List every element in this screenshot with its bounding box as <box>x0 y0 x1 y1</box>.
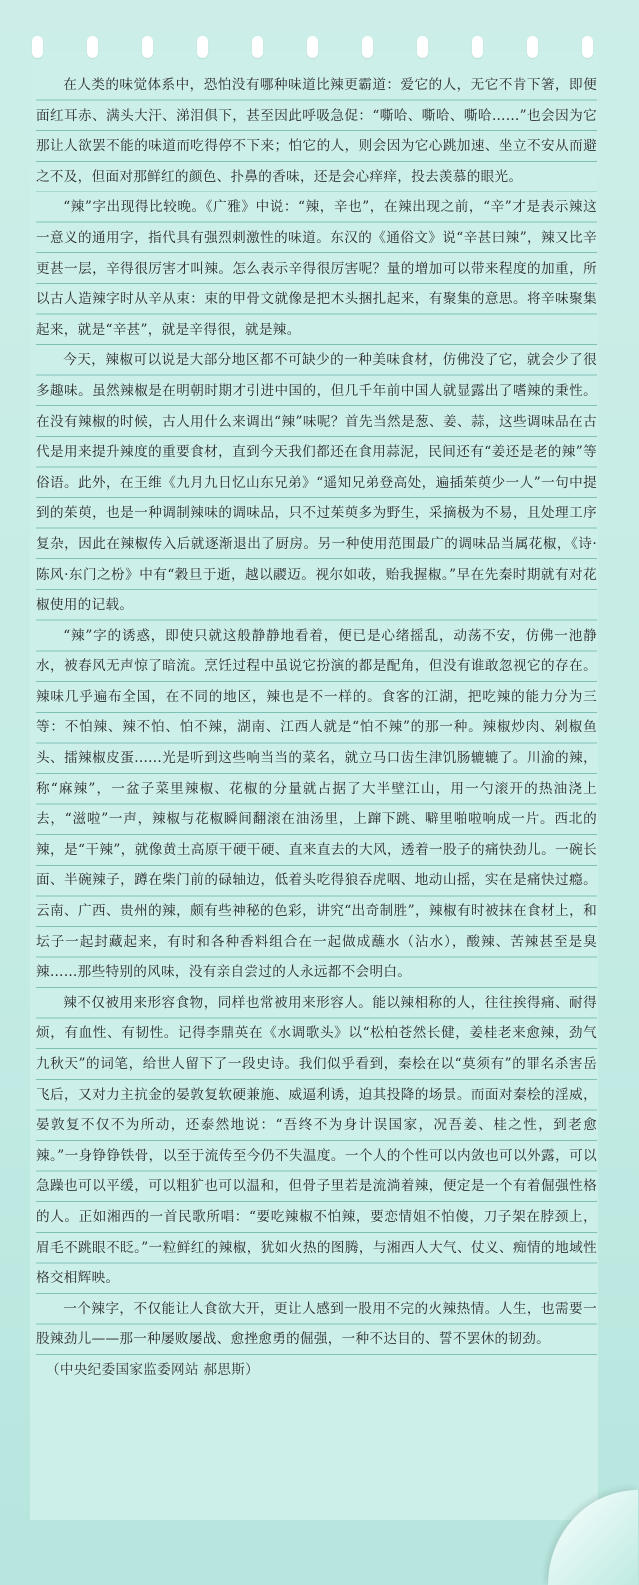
binder-hole <box>32 36 43 58</box>
binder-holes <box>30 36 610 60</box>
binder-hole <box>142 36 153 58</box>
paragraph-6: 一个辣字，不仅能让人食欲大开，更让人感到一股用不完的火辣热情。人生，也需要一股辣劲儿——那一种屡败屡战、愈挫愈勇的倔强，一种不达目的、誓不罢休的韧劲。 <box>36 1294 597 1355</box>
binder-hole <box>307 36 318 58</box>
paragraph-1: 在人类的味觉体系中，恐怕没有哪种味道比辣更霸道：爱它的人，无它不肯下箸，即便面红耳赤、满头大汗、涕泪俱下，甚至因此呼吸急促：“嘶哈、嘶哈、嘶哈……”也会因为它那让人欲罢不能的味道而吃得停不下来；怕它的人，则会因为它心跳加速、坐立不安从而避之不及，但面对那鲜红的颜色、扑鼻的香味，还是会心痒痒，投去羡慕的眼光。 <box>36 70 597 192</box>
binder-hole <box>197 36 208 58</box>
paragraph-4: “辣”字的诱惑，即使只就这般静静地看着，便已是心绪摇乱，动荡不安，仿佛一池静水，被春风无声惊了暗流。烹饪过程中虽说它扮演的都是配角，但没有谁敢忽视它的存在。辣味几乎遍布全国，在不同的地区，辣也是不一样的。食客的江湖，把吃辣的能力分为三等：不怕辣、辣不怕、怕不辣，湖南、江西人就是“怕不辣”的那一种。辣椒炒肉、剁椒鱼头、擂辣椒皮蛋......光是听到这些响当当的菜名，就立马口齿生津饥肠辘辘了。川渝的辣，称“麻辣”，一盆子菜里辣椒、花椒的分量就占据了大半壁江山，用一勺滚开的热油浇上去，“滋啦”一声，辣椒与花椒瞬间翻滚在油汤里，上蹿下跳、噼里啪啦响成一片。西北的辣，是“干辣”，就像黄土高原干硬干硬、直来直去的大风，透着一股子的痛快劲儿。一碗长面、半碗辣子，蹲在柴门前的碌轴边，低着头吃得狼吞虎咽、地动山摇，实在是痛快过瘾。云南、广西、贵州的辣，颇有些神秘的色彩，讲究“出奇制胜”，辣椒有时被抹在食材上，和坛子一起封藏起来，有时和各种香料组合在一起做成蘸水（沾水），酸辣、苦辣甚至是臭辣……那些特别的风味，没有亲自尝过的人永远都不会明白。 <box>36 621 597 988</box>
paragraph-5: 辣不仅被用来形容食物，同样也常被用来形容人。能以辣相称的人，往往挨得痛、耐得烦，有血性、有韧性。记得李鼎英在《水调歌头》以“松柏苍然长健，姜桂老来愈辣，劲气九秋天”的词笔，给世人留下了一段史诗。我们似乎看到，秦桧在以“莫须有”的罪名杀害岳飞后，又对力主抗金的晏敦复软硬兼施、威逼利诱，迫其投降的场景。而面对秦桧的淫威，晏敦复不仅不为所动，还泰然地说：“吾终不为身计误国家，况吾姜、桂之性，到老愈辣。”一身铮铮铁骨，以至于流传至今仍不失温度。一个人的个性可以内敛也可以外露，可以急躁也可以平缓，可以粗犷也可以温和，但骨子里若是流淌着辣，便定是一个有着倔强性格的人。正如湘西的一首民歌所唱：“要吃辣椒不怕辣，要恋情姐不怕傻，刀子架在脖颈上，眉毛不跳眼不眨。”一粒鲜红的辣椒，犹如火热的图腾，与湘西人大气、仗义、痴情的地域性格交相辉映。 <box>36 988 597 1294</box>
binder-hole <box>252 36 263 58</box>
binder-hole <box>362 36 373 58</box>
paragraph-3: 今天，辣椒可以说是大部分地区都不可缺少的一种美味食材，仿佛没了它，就会少了很多趣味。虽然辣椒是在明朝时期才引进中国的，但几千年前中国人就显露出了嗜辣的秉性。在没有辣椒的时候，古人用什么来调出“辣”味呢？首先当然是葱、姜、蒜，这些调味品在古代是用来提升辣度的重要食材，直到今天我们都还在食用蒜泥，民间还有“姜还是老的辣”等俗语。此外，在王维《九月九日忆山东兄弟》“遥知兄弟登高处，遍插茱萸少一人”一句中提到的茱萸，也是一种调制辣味的调味品，只不过茱萸多为野生，采摘极为不易，且处理工序复杂，因此在辣椒传入后就逐渐退出了厨房。另一种使用范围最广的调味品当属花椒，《诗·陈风·东门之枌》中有“穀旦于逝，越以鬷迈。视尔如荍，贻我握椒。”早在先秦时期就有对花椒使用的记载。 <box>36 345 597 620</box>
binder-hole <box>417 36 428 58</box>
article-source: （中央纪委国家监委网站 郝思斯） <box>46 1361 260 1378</box>
binder-hole <box>87 36 98 58</box>
binder-hole <box>527 36 538 58</box>
binder-hole <box>472 36 483 58</box>
binder-hole <box>582 36 593 58</box>
article-body <box>36 70 597 1385</box>
paragraph-2: “辣”字出现得比较晚。《广雅》中说：“辣，辛也”，在辣出现之前，“辛”才是表示辣这一意义的通用字，指代具有强烈刺激性的味道。东汉的《通俗文》说“辛甚曰辣”，辣又比辛更甚一层，辛得很厉害才叫辣。怎么表示辛得很厉害呢？量的增加可以带来程度的加重，所以古人造辣字时从辛从束：束的甲骨文就像是把木头捆扎起来，有聚集的意思。将辛味聚集起来，就是“辛甚”，就是辛得很，就是辣。 <box>36 192 597 345</box>
